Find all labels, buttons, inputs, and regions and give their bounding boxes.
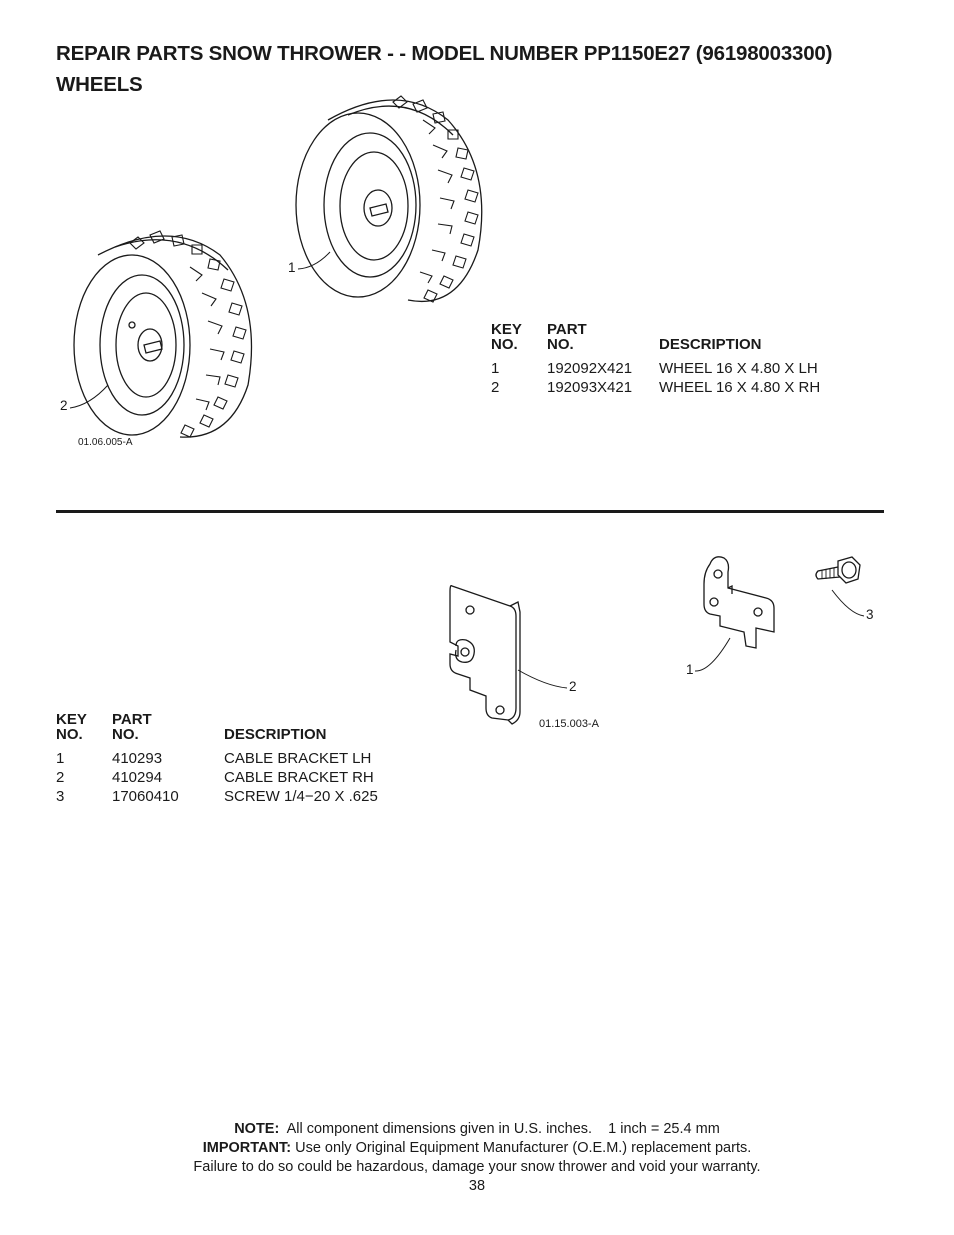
brackets-diagram-code: 01.15.003-A <box>539 718 599 730</box>
key-no-cell: 1 <box>491 360 500 377</box>
page-footer <box>0 1120 954 1196</box>
description-cell: WHEEL 16 X 4.80 X RH <box>659 379 821 396</box>
key-no-cell: 2 <box>56 769 65 786</box>
wheels-diagram-code: 01.06.005-A <box>78 437 133 448</box>
col-description: DESCRIPTION <box>659 336 762 353</box>
bracket-callout-2: 2 <box>569 679 577 694</box>
part-no-cell: 192092X421 <box>547 360 633 377</box>
wheel-callout-1: 1 <box>288 260 296 275</box>
col-key-no: KEY NO. <box>56 711 87 743</box>
footer-warning: Failure to do so could be hazardous, damage your snow thrower and void your warranty. <box>193 1159 761 1175</box>
table-row <box>56 768 378 787</box>
page-number: 38 <box>468 1178 486 1194</box>
brackets-parts-table <box>56 712 378 806</box>
wheel-callout-2: 2 <box>60 398 68 413</box>
part-no-cell: 192093X421 <box>547 379 633 396</box>
col-description: DESCRIPTION <box>224 726 327 743</box>
bracket-callout-1: 1 <box>686 662 694 677</box>
description-cell: WHEEL 16 X 4.80 X LH <box>659 360 818 377</box>
description-cell: CABLE BRACKET RH <box>224 769 374 786</box>
col-part-no: PART NO. <box>112 711 152 743</box>
col-part-no: PART NO. <box>547 321 587 353</box>
description-cell: CABLE BRACKET LH <box>224 750 372 767</box>
title-line-1: REPAIR PARTS SNOW THROWER - - MODEL NUMBER PP1150E27 (96198003300) <box>56 42 833 65</box>
description-cell: SCREW 1/4−20 X .625 <box>224 788 378 805</box>
col-key-no: KEY NO. <box>491 321 522 353</box>
bracket-callout-3: 3 <box>866 607 874 622</box>
key-no-cell: 2 <box>491 379 500 396</box>
part-no-cell: 410294 <box>112 769 163 786</box>
part-no-cell: 17060410 <box>112 788 179 805</box>
key-no-cell: 1 <box>56 750 65 767</box>
title-line-2: WHEELS <box>56 73 143 96</box>
key-no-cell: 3 <box>56 788 65 805</box>
footer-important: IMPORTANT: Use only Original Equipment Manufacturer (O.E.M.) replacement parts. <box>202 1140 752 1156</box>
part-no-cell: 410293 <box>112 750 163 767</box>
table-row <box>56 742 378 768</box>
table-row <box>56 787 378 806</box>
table-header-row <box>56 712 378 742</box>
footer-note: NOTE: All component dimensions given in U.S. inches. 1 inch = 25.4 mm <box>234 1121 720 1137</box>
